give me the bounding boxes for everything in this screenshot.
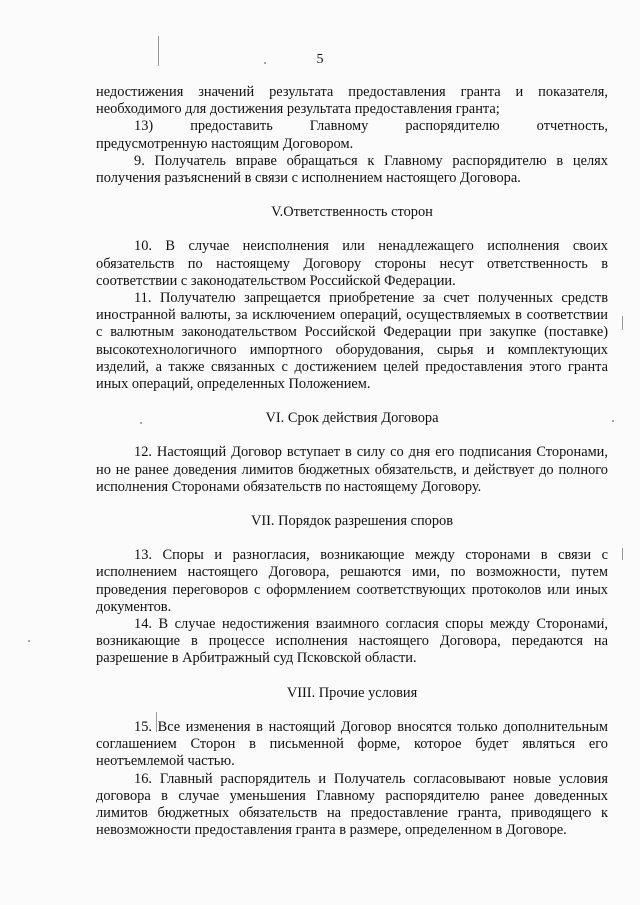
paragraph-15-amendments: 15. Все изменения в настоящий Договор вносятся только дополнительным соглашением Сторон в письменной форме, которое будет являться его неотъемлемой частью. <box>96 718 608 770</box>
paragraph-9-clarification: 9. Получатель вправе обращаться к Главному распорядителю в целях получения разъяснений в связи с исполнением настоящего Договора. <box>96 152 608 187</box>
paragraph-grant-result: недостижения значений результата предоставления гранта и показателя, необходимого для достижения результата предоставления гранта; <box>96 84 608 118</box>
section-heading-v: V.Ответственность сторон <box>271 204 433 221</box>
page-number: 5 <box>316 52 324 67</box>
scan-mark <box>622 316 623 330</box>
paragraph-13-report: 13) предоставить Главному распорядителю отчетность, предусмотренную настоящим Договором. <box>96 118 608 152</box>
paragraph-14-court: 14. В случае недостижения взаимного согласия споры между Сторонами, возникающие в процессе исполнения настоящего Договора, передаются на разрешение в Арбитражный суд Псковской области. <box>96 616 608 667</box>
scan-dot <box>28 640 30 642</box>
section-heading-vi: VI. Срок действия Договора <box>265 410 439 427</box>
paragraph-13-disputes: 13. Споры и разногласия, возникающие между сторонами в связи с исполнением настоящего Договора, решаются ими, по возможности, путем проведения переговоров с оформлением соответствующих протоколов или иных документов. <box>96 547 608 615</box>
section-heading-viii: VIII. Прочие условия <box>286 684 418 701</box>
section-heading-vii: VII. Порядок разрешения споров <box>250 513 454 530</box>
scan-dot <box>612 420 614 422</box>
document-body <box>96 84 608 839</box>
paragraph-10-liability: 10. В случае неисполнения или ненадлежащего исполнения своих обязательств по настоящему Договору стороны несут ответственность в соответствии с законодательством Российской Федерации. <box>96 238 608 289</box>
paragraph-16-conditions: 16. Главный распорядитель и Получатель согласовывают новые условия договора в случае уменьшения Главному распорядителю ранее доведенных лимитов бюджетных обязательств на предоставление гранта, приводящего к невозможности предоставления гранта в размере, определенном в Договоре. <box>96 770 608 839</box>
scan-mark <box>622 548 623 560</box>
paragraph-11-currency: 11. Получателю запрещается приобретение за счет полученных средств иностранной валюты, за исключением операций, осуществляемых в соответствии с валютным законодательством Российской Федерации при закупке (поставке) высокотехнологичного импортного оборудования, сырья и комплектующих изделий, а также связанных с достижением целей предоставления этого гранта иных операций, определенных Положением. <box>96 290 608 393</box>
paragraph-12-term: 12. Настоящий Договор вступает в силу со дня его подписания Сторонами, но не ранее доведения лимитов бюджетных обязательств, и действует до полного исполнения Сторонами обязательств по настоящему Договору. <box>96 444 608 495</box>
